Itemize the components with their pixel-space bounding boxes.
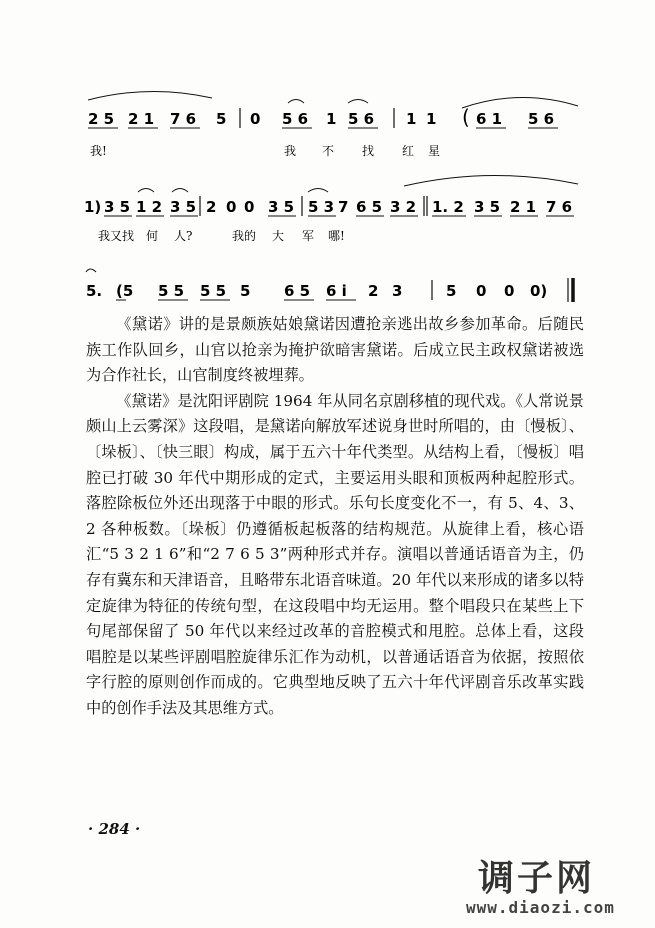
note-group: 0 [226,198,237,216]
note-group: 6 i [326,282,347,300]
note-group: 0 [244,198,255,216]
note-group: 7 [338,198,349,216]
note-group: 2 1 [128,110,155,128]
note-group: 0 [504,282,515,300]
note-group: 6 1 [476,110,503,128]
note-group: 5 5 [200,282,227,300]
lyric: 何 [146,229,159,243]
watermark-url: www.diaozi.com [466,898,615,917]
score-line-1 [88,91,578,158]
note-group: 3 2 [390,198,417,216]
note-group: 7 6 [170,110,197,128]
note-group: 5. [86,282,103,300]
lyric: 大 [272,229,285,243]
note-group: 6 5 [284,282,311,300]
note-group: 1 [326,110,337,128]
note-group: 5 [240,282,251,300]
article-body [86,312,584,722]
lyric: 人? [174,229,193,243]
paragraph: 《黛诺》是沈阳评剧院 1964 年从同名京剧移植的现代戏。《人常说景颇山上云雾深》这段唱，是黛诺向解放军述说身世时所唱的，由〔慢板〕、〔垛板〕、〔快三眼〕构成，属于五六十年代类型。从结构上看，〔慢板〕唱腔已打破 30 年代中期形成的定式，主要运用头眼和顶板两种起腔形式。落腔除板位外还出现落于中眼的形式。乐句长度变化不一，有 5、4、3、2 各种板数。〔垛板〕仍遵循板起板落的结构规范。从旋律上看，核心语汇“5 3 2 1 6”和“2 7 6 5 3”两种形式并存。演唱以普通话语音为主，仍存有冀东和天津语音，且略带东北语音味道。20 年代以来形成的诸多以特定旋律为特征的传统句型，在这段唱中均无运用。整个唱段只在某些上下句尾部保留了 50 年代以来经过改革的音腔模式和甩腔。总体上看，这段唱腔是以某些评剧唱腔旋律乐汇作为动机，以普通话语音为依据，按照依字行腔的原则创作而成的。它典型地反映了五六十年代评剧音乐改革实践中的创作手法及其思维方式。 [86,391,584,717]
note-group: 5 6 [528,110,555,128]
note-group: 7 6 [546,198,573,216]
lyric: 星 [428,144,441,158]
note-group: 2 [206,198,217,216]
lyric: 不 [322,144,335,158]
svg-text:(: ( [462,105,470,129]
note-group: 1 2 [136,198,163,216]
note-group: 2 1 [510,198,537,216]
note-group: 0 [250,110,261,128]
note-group: 5 [216,110,227,128]
lyric: 我 [284,144,297,158]
lyric: 我! [90,144,107,158]
note-group: 0) [530,282,548,300]
note-group: 5 3 [308,198,335,216]
watermark-brand: 调子网 [478,858,596,899]
note-group: 2 [368,282,379,300]
page-number: · 284 · [88,820,141,838]
note-group: 6 5 [356,198,383,216]
note-group: 3 [392,282,403,300]
note-group: 1 [426,110,437,128]
note-group: 3 5 [268,198,295,216]
note-group: 5 6 [348,110,375,128]
note-group: (5 [116,282,134,300]
lyric: 哪! [328,229,345,243]
note-group: 5 5 [158,282,185,300]
note-group: 3 5 [104,198,131,216]
note-group: 5 [446,282,457,300]
note-group: 3 5 [170,198,197,216]
lyric: 军 [302,229,315,243]
music-score [0,0,655,320]
note-group: 5 6 [282,110,309,128]
lyric: 我的 [232,229,257,243]
paragraph: 《黛诺》讲的是景颇族姑娘黛诺因遭抢亲逃出故乡参加革命。后随民族工作队回乡，山官以抢亲为掩护欲暗害黛诺。后成立民主政权黛诺被选为合作社长，山官制度终被埋葬。 [86,315,584,385]
lyric: 红 [402,144,415,158]
score-line-3 [86,269,573,302]
lyric: 我又找 [98,229,135,243]
lyric: 找 [362,144,375,158]
note-group: 3 5 [474,198,501,216]
note-group: 2 5 [88,110,115,128]
note-group: 1. 2 [432,198,464,216]
note-group: 1) [84,198,102,216]
note-group: 1 [406,110,417,128]
note-group: 0 [476,282,487,300]
score-line-2 [84,175,578,243]
